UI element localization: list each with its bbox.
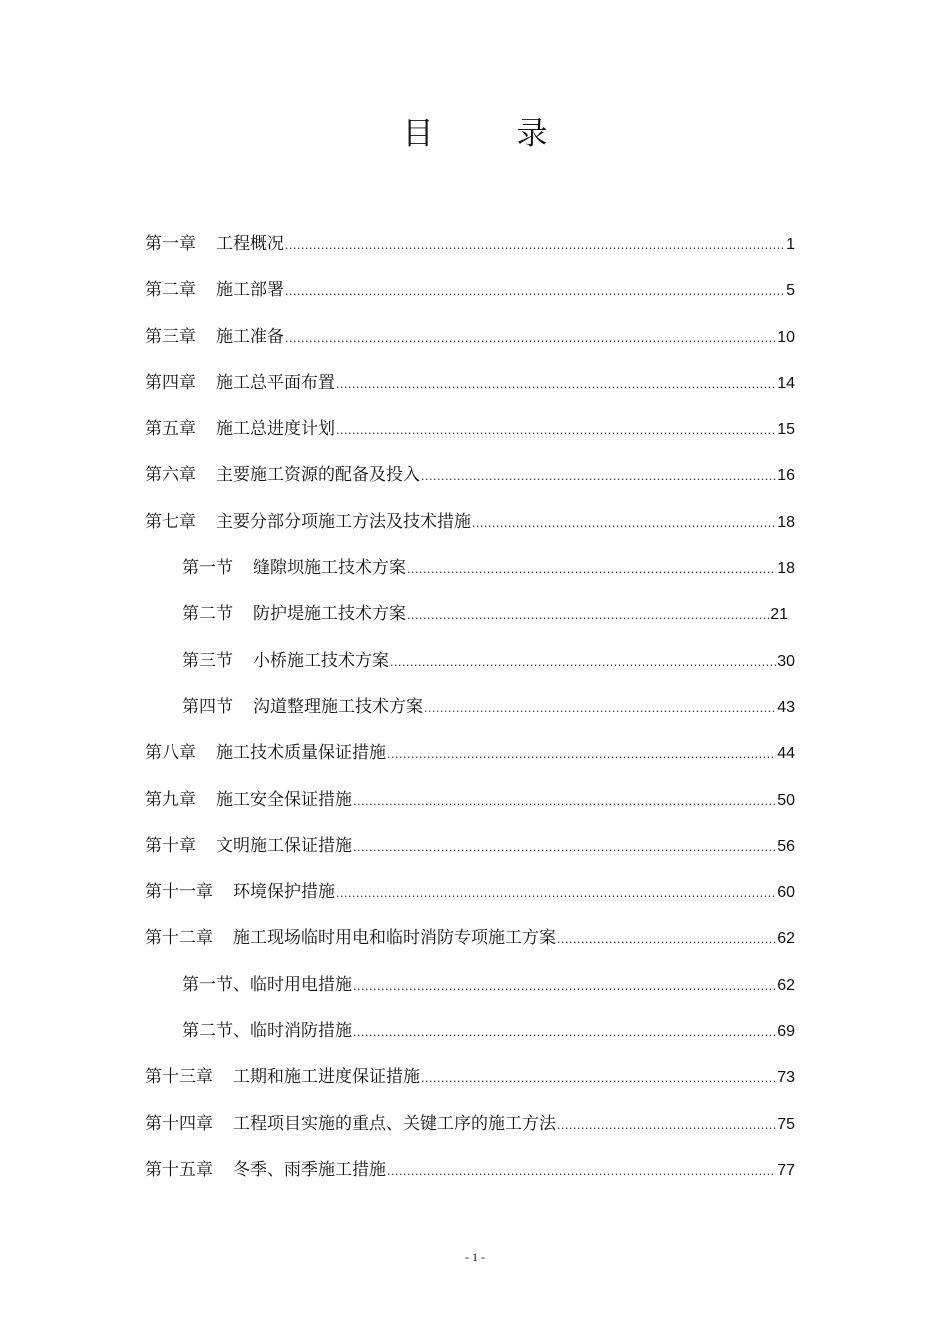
toc-entry-page: 69: [777, 1023, 795, 1041]
toc-dot-leader: [557, 924, 776, 956]
toc-entry[interactable]: [145, 784, 795, 830]
toc-entry-page: 5: [786, 282, 795, 300]
page-title: 目 录: [402, 116, 574, 152]
toc-dot-leader: [407, 600, 769, 632]
toc-entry-number: 第十五章: [145, 1159, 213, 1180]
toc-entry[interactable]: [145, 1108, 795, 1154]
toc-entry-number: 第四节: [182, 696, 233, 717]
toc-entry-title: 施工部署: [216, 280, 284, 301]
toc-dot-leader: [285, 323, 776, 355]
toc-entry-title: 施工准备: [216, 326, 284, 347]
toc-entry-page: 62: [777, 976, 795, 994]
toc-dot-leader: [353, 832, 776, 864]
toc-entry-number: 第二章: [145, 280, 196, 301]
toc-dot-leader: [557, 1110, 776, 1142]
toc-dot-leader: [336, 369, 776, 401]
toc-entry-page: 44: [777, 745, 795, 763]
toc-entry[interactable]: [145, 830, 795, 876]
toc-entry-title: 小桥施工技术方案: [253, 650, 389, 671]
toc-dot-leader: [336, 415, 776, 447]
toc-dot-leader: [353, 971, 776, 1003]
toc-entry[interactable]: [145, 922, 795, 968]
toc-entry-title: 防护堤施工技术方案: [253, 604, 406, 625]
toc-subentry[interactable]: [145, 691, 795, 737]
toc-entry-number: 第二节: [182, 604, 233, 625]
toc-entry-title: 临时消防措施: [250, 1021, 352, 1042]
toc-entry-title: 工程项目实施的重点、关键工序的施工方法: [233, 1113, 556, 1134]
toc-entry[interactable]: [145, 1154, 795, 1200]
toc-entry-title: 工程概况: [216, 234, 284, 254]
toc-dot-leader: [421, 461, 776, 493]
toc-entry-page: 62: [777, 930, 795, 948]
toc-entry-title: 文明施工保证措施: [216, 835, 352, 856]
toc-subentry[interactable]: [145, 1015, 795, 1061]
toc-entry-page: 77: [777, 1161, 795, 1179]
toc-entry-number: 第一章: [145, 234, 196, 254]
toc-entry-title: 主要施工资源的配备及投入: [216, 465, 420, 486]
toc-entry[interactable]: [145, 737, 795, 783]
toc-entry-page: 10: [777, 328, 795, 346]
toc-entry-title: 主要分部分项施工方法及技术措施: [216, 511, 471, 532]
toc-entry-title: 施工总进度计划: [216, 419, 335, 440]
toc-entry-page: 16: [777, 467, 795, 485]
toc-subentry[interactable]: [145, 969, 795, 1015]
toc-entry[interactable]: [145, 459, 795, 505]
toc-dot-leader: [353, 1017, 776, 1049]
toc-entry[interactable]: [145, 413, 795, 459]
toc-dot-leader: [336, 878, 776, 910]
toc-entry[interactable]: [145, 876, 795, 922]
toc-entry[interactable]: [145, 367, 795, 413]
page-number-footer: - 1 -: [465, 1250, 485, 1264]
toc-entry-number: 第九章: [145, 789, 196, 810]
toc-entry-page: 50: [777, 791, 795, 809]
toc-subentry[interactable]: [145, 552, 795, 598]
toc-entry[interactable]: [145, 321, 795, 367]
table-of-contents: [145, 228, 795, 1200]
toc-subentry[interactable]: [145, 645, 795, 691]
toc-entry-title: 沟道整理施工技术方案: [253, 696, 423, 717]
toc-entry-page: 73: [777, 1069, 795, 1087]
toc-dot-leader: [387, 1156, 776, 1188]
toc-entry-number: 第三节: [182, 650, 233, 671]
toc-entry-title: 施工现场临时用电和临时消防专项施工方案: [233, 928, 556, 949]
toc-entry-page: 21: [770, 606, 788, 624]
toc-entry-page: 75: [777, 1115, 795, 1133]
toc-dot-leader: [472, 508, 776, 540]
toc-entry-number: 第十章: [145, 835, 196, 856]
toc-dot-leader: [353, 786, 776, 818]
toc-entry-title: 临时用电措施: [250, 974, 352, 995]
toc-entry-number: 第五章: [145, 419, 196, 440]
toc-entry[interactable]: [145, 228, 795, 274]
toc-entry-page: 56: [777, 837, 795, 855]
toc-entry-number: 第三章: [145, 326, 196, 347]
toc-entry-page: 18: [777, 513, 795, 531]
toc-entry-number: 第七章: [145, 511, 196, 532]
toc-entry-title: 环境保护措施: [233, 882, 335, 903]
toc-entry-title: 冬季、雨季施工措施: [233, 1159, 386, 1180]
toc-entry-title: 缝隙坝施工技术方案: [253, 558, 406, 579]
toc-dot-leader: [285, 230, 785, 262]
toc-entry[interactable]: [145, 506, 795, 552]
toc-entry-number: 第十一章: [145, 882, 213, 903]
toc-entry-number: 第六章: [145, 465, 196, 486]
toc-entry-number: 第一节: [182, 558, 233, 579]
toc-entry-page: 60: [777, 884, 795, 902]
toc-entry[interactable]: [145, 1061, 795, 1107]
toc-entry-number: 第八章: [145, 743, 196, 764]
toc-entry-number: 第二节、: [182, 1021, 250, 1042]
toc-dot-leader: [390, 647, 776, 679]
toc-dot-leader: [285, 276, 785, 308]
toc-entry-page: 14: [777, 374, 795, 392]
toc-entry-title: 施工总平面布置: [216, 372, 335, 393]
toc-entry[interactable]: [145, 274, 795, 320]
toc-dot-leader: [424, 693, 776, 725]
toc-dot-leader: [421, 1063, 776, 1095]
toc-entry-number: 第十四章: [145, 1113, 213, 1134]
toc-entry-title: 施工技术质量保证措施: [216, 743, 386, 764]
toc-entry-page: 1: [786, 236, 795, 253]
toc-entry-number: 第一节、: [182, 974, 250, 995]
toc-entry-number: 第十三章: [145, 1067, 213, 1088]
toc-entry-title: 施工安全保证措施: [216, 789, 352, 810]
toc-entry-number: 第十二章: [145, 928, 213, 949]
toc-entry-page: 18: [777, 560, 795, 578]
toc-entry-title: 工期和施工进度保证措施: [233, 1067, 420, 1088]
toc-dot-leader: [387, 739, 776, 771]
toc-dot-leader: [407, 554, 776, 586]
toc-entry-number: 第四章: [145, 372, 196, 393]
toc-entry-page: 30: [777, 652, 795, 670]
toc-subentry[interactable]: [145, 598, 788, 644]
toc-entry-page: 15: [777, 421, 795, 439]
toc-entry-page: 43: [777, 698, 795, 716]
